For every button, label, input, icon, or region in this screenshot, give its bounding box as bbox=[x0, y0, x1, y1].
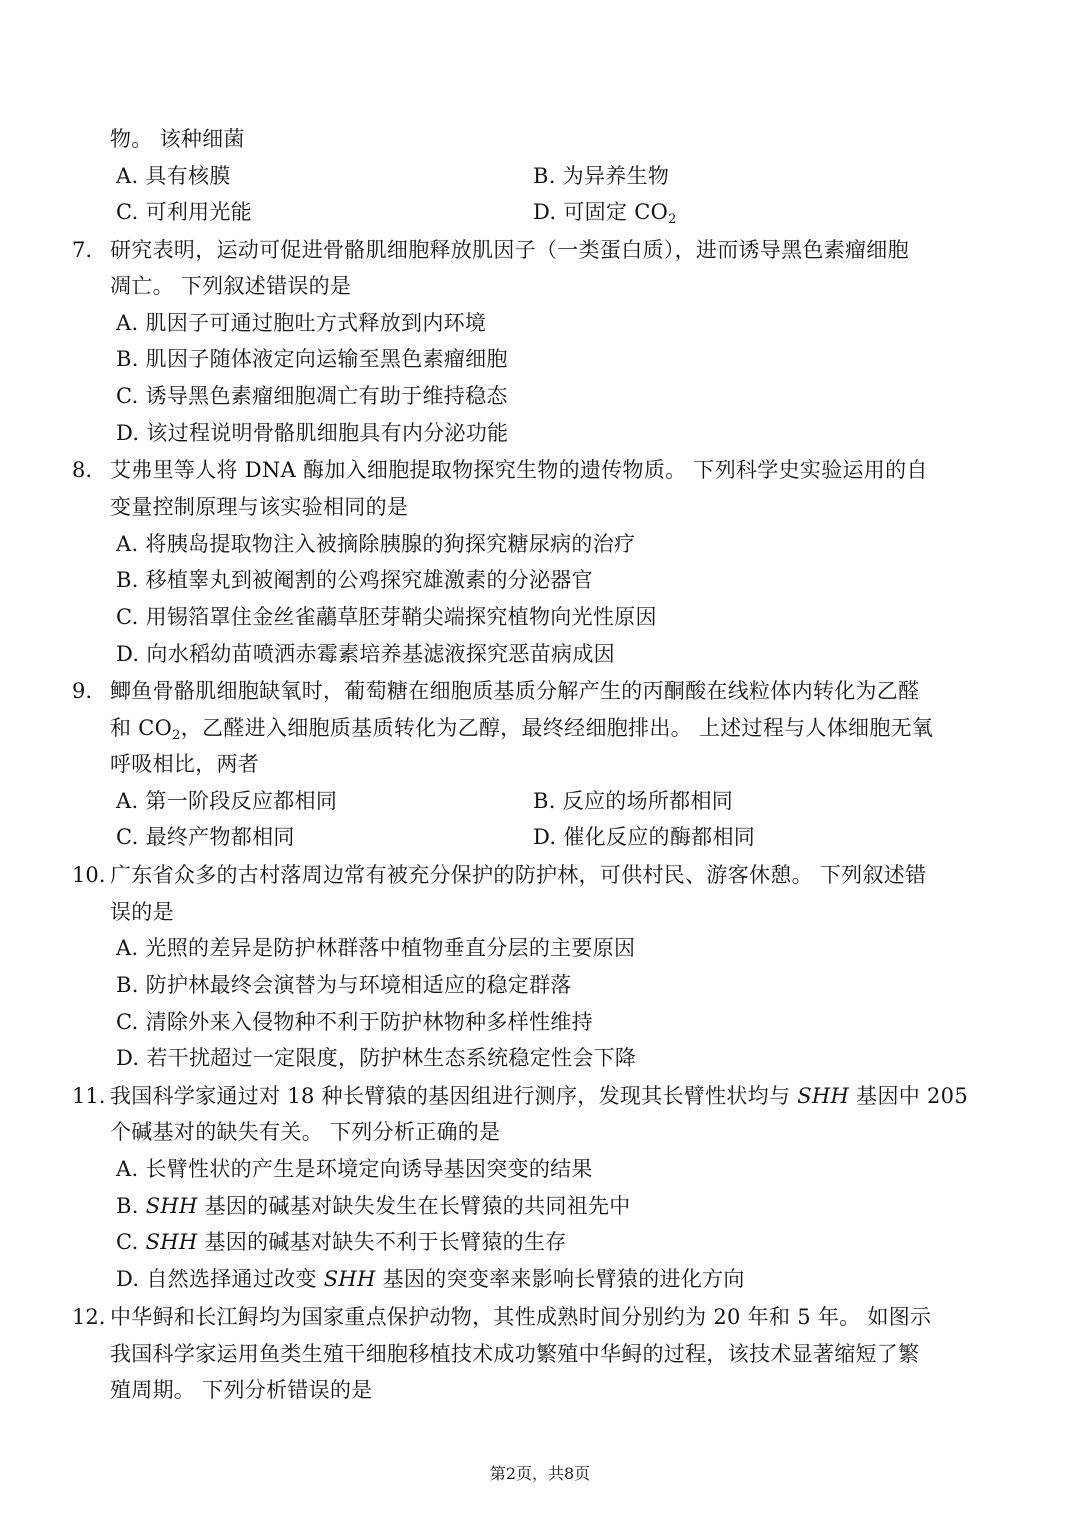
q7-option-d: D. 该过程说明骨骼肌细胞具有内分泌功能 bbox=[116, 421, 509, 445]
q9-option-b: B. 反应的场所都相同 bbox=[533, 789, 734, 813]
q8-option-a: A. 将胰岛提取物注入被摘除胰腺的狗探究糖尿病的治疗 bbox=[116, 532, 636, 556]
q6-option-b: B. 为异养生物 bbox=[533, 164, 670, 188]
q9-number: 9. bbox=[72, 679, 93, 703]
q10-option-b: B. 防护林最终会演替为与环境相适应的稳定群落 bbox=[116, 973, 572, 997]
q9-stem-line1: 鲫鱼骨骼肌细胞缺氧时，葡萄糖在细胞质基质分解产生的丙酮酸在线粒体内转化为乙醛 bbox=[110, 679, 920, 703]
q9-option-a: A. 第一阶段反应都相同 bbox=[116, 789, 338, 813]
q12-stem-line3: 殖周期。 下列分析错误的是 bbox=[110, 1378, 373, 1402]
q7-stem-line2: 凋亡。 下列叙述错误的是 bbox=[110, 274, 352, 298]
q11-option-c-label: C. bbox=[116, 1230, 146, 1254]
q8-number: 8. bbox=[72, 458, 93, 482]
q11-option-d bbox=[116, 1264, 745, 1294]
q11-gene-name: SHH bbox=[797, 1084, 850, 1108]
q12-stem-line1: 中华鲟和长江鲟均为国家重点保护动物，其性成熟时间分别约为 20 年和 5 年。 如图示 bbox=[110, 1305, 932, 1329]
q10-stem-line2: 误的是 bbox=[110, 900, 174, 924]
q11-stem-line1 bbox=[110, 1081, 968, 1111]
page-number-footer: 第2页，共8页 bbox=[489, 1464, 591, 1483]
q6-option-d bbox=[533, 197, 677, 227]
q6-option-c: C. 可利用光能 bbox=[116, 200, 253, 224]
q11-number: 11. bbox=[72, 1084, 106, 1108]
q9-stem-line2 bbox=[110, 713, 933, 743]
q11-option-d-pre: D. 自然选择通过改变 bbox=[116, 1267, 324, 1291]
q9-co2-subscript: 2 bbox=[172, 728, 181, 743]
q6-option-d-subscript: 2 bbox=[668, 212, 677, 227]
q11-option-c bbox=[116, 1227, 567, 1257]
q10-stem-line1: 广东省众多的古村落周边常有被充分保护的防护林，可供村民、游客休憩。 下列叙述错 bbox=[110, 863, 927, 887]
q8-stem-line2: 变量控制原理与该实验相同的是 bbox=[110, 495, 409, 519]
q8-option-d: D. 向水稻幼苗喷洒赤霉素培养基滤液探究恶苗病成因 bbox=[116, 642, 615, 666]
q11-option-b bbox=[116, 1191, 631, 1221]
q12-number: 12. bbox=[72, 1305, 106, 1329]
q6-option-d-text: D. 可固定 CO bbox=[533, 200, 669, 224]
q11-option-b-text: 基因的碱基对缺失发生在长臂猿的共同祖先中 bbox=[197, 1194, 631, 1218]
q11-stem-line2: 个碱基对的缺失有关。 下列分析正确的是 bbox=[110, 1120, 501, 1144]
q10-option-a: A. 光照的差异是防护林群落中植物垂直分层的主要原因 bbox=[116, 936, 636, 960]
q10-option-d: D. 若干扰超过一定限度，防护林生态系统稳定性会下降 bbox=[116, 1046, 637, 1070]
q8-stem-line1: 艾弗里等人将 DNA 酶加入细胞提取物探究生物的遗传物质。 下列科学史实验运用的自 bbox=[110, 458, 928, 482]
q11-stem-line1-post: 基因中 205 bbox=[849, 1084, 969, 1108]
q11-option-d-text: 基因的突变率来影响长臂猿的进化方向 bbox=[375, 1267, 745, 1291]
q12-stem-line2: 我国科学家运用鱼类生殖干细胞移植技术成功繁殖中华鲟的过程，该技术显著缩短了繁 bbox=[110, 1342, 920, 1366]
q8-option-c: C. 用锡箔罩住金丝雀虉草胚芽鞘尖端探究植物向光性原因 bbox=[116, 605, 657, 629]
q7-option-c: C. 诱导黑色素瘤细胞凋亡有助于维持稳态 bbox=[116, 384, 508, 408]
q9-stem-line2-pre: 和 CO bbox=[110, 716, 173, 740]
q7-option-a: A. 肌因子可通过胞吐方式释放到内环境 bbox=[116, 311, 487, 335]
q11-option-a: A. 长臂性状的产生是环境定向诱导基因突变的结果 bbox=[116, 1157, 593, 1181]
q6-option-a: A. 具有核膜 bbox=[116, 164, 231, 188]
q9-stem-line3: 呼吸相比，两者 bbox=[110, 752, 260, 776]
q9-stem-line2-post: ，乙醛进入细胞质基质转化为乙醇，最终经细胞排出。 上述过程与人体细胞无氧 bbox=[180, 716, 934, 740]
q11-stem-line1-pre: 我国科学家通过对 18 种长臂猿的基因组进行测序，发现其长臂性状均与 bbox=[110, 1084, 798, 1108]
q11-option-c-gene: SHH bbox=[145, 1230, 198, 1254]
q11-option-b-gene: SHH bbox=[145, 1194, 198, 1218]
q9-option-c: C. 最终产物都相同 bbox=[116, 825, 295, 849]
q10-option-c: C. 清除外来入侵物种不利于防护林物种多样性维持 bbox=[116, 1010, 593, 1034]
q6-stem-tail: 物。 该种细菌 bbox=[110, 127, 245, 151]
q7-stem-line1: 研究表明，运动可促进骨骼肌细胞释放肌因子（一类蛋白质），进而诱导黑色素瘤细胞 bbox=[110, 238, 909, 262]
q8-option-b: B. 移植睾丸到被阉割的公鸡探究雄激素的分泌器官 bbox=[116, 568, 593, 592]
q7-option-b: B. 肌因子随体液定向运输至黑色素瘤细胞 bbox=[116, 347, 508, 371]
q9-option-d: D. 催化反应的酶都相同 bbox=[533, 825, 756, 849]
q11-option-c-text: 基因的碱基对缺失不利于长臂猿的生存 bbox=[197, 1230, 567, 1254]
q7-number: 7. bbox=[72, 238, 93, 262]
q11-option-d-gene: SHH bbox=[323, 1267, 376, 1291]
q11-option-b-label: B. bbox=[116, 1194, 146, 1218]
q10-number: 10. bbox=[72, 863, 106, 887]
